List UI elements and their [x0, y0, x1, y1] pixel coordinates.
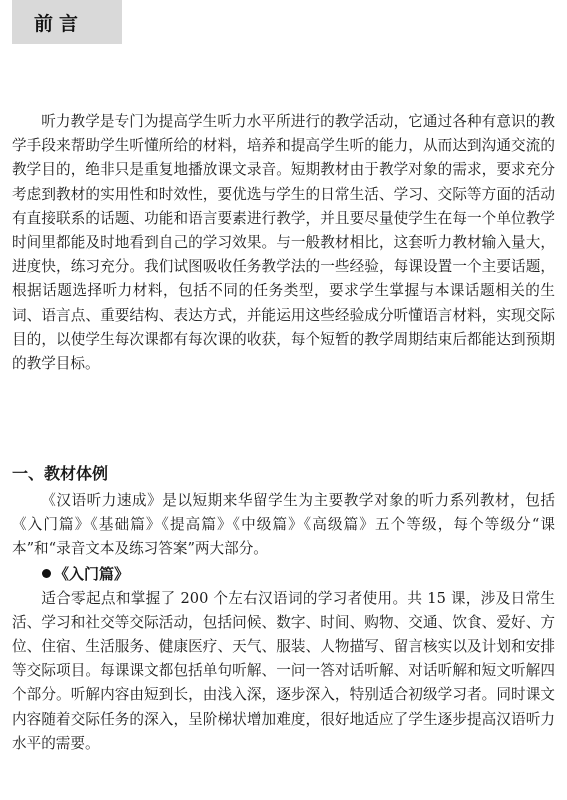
page-header [12, 0, 122, 44]
textbook-structure-section [12, 461, 555, 756]
intro-paragraph: 听力教学是专门为提高学生听力水平所进行的教学活动，它通过各种有意识的教学手段来帮助学生听懂所给的材料，培养和提高学生听的能力，从而达到沟通交流的教学目的，绝非只是重复地播放课文录音。短期教材由于教学对象的需求，要求充分考虑到教材的实用性和时效性，要优选与学生的日常生活、学习、交际等方面的活动有直接联系的话题、功能和语言要素进行教学，并且要尽量使学生在每一个单位教学时间里都能及时地看到自己的学习效果。与一般教材相比，这套听力教材输入量大，进度快，练习充分。我们试图吸收任务教学法的一些经验，每课设置一个主要话题，根据话题选择听力材料，包括不同的任务类型，要求学生掌握与本课话题相关的生词、语言点、重要结构、表达方式，并能运用这些经验成分听懂语言材料，实现交际目的，以使学生每次课都有每次课的收获，每个短暂的教学周期结束后都能达到预期的教学目标。 [12, 113, 555, 373]
subsection-heading-text: 《入门篇》 [54, 564, 130, 583]
section-paragraph: 《汉语听力速成》是以短期来华留学生为主要教学对象的听力系列教材，包括《入门篇》《基础篇》《提高篇》《中级篇》《高级篇》五个等级，每个等级分“课本”和“录音文本及练习答案”两大部分。 [12, 492, 555, 558]
bullet-icon [42, 569, 51, 578]
intro-section [12, 110, 555, 376]
subsection-heading [12, 562, 555, 587]
page-title: 前言 [34, 12, 85, 35]
section-heading: 一、教材体例 [12, 464, 109, 483]
subsection-paragraph: 适合零起点和掌握了 200 个左右汉语词的学习者使用。共 15 课，涉及日常生活、学习和社交等交际活动，包括问候、数字、时间、购物、交通、饮食、爱好、方位、住宿、生活服务、健康医疗、天气、服装、人物描写、留言核实以及计划和安排等交际项目。每课课文都包括单句听解、一问一答对话听解、对话听解和短文听解四个部分。听解内容由短到长，由浅入深，逐步深入，特别适合初级学习者。同时课文内容随着交际任务的深入，呈阶梯状增加难度，很好地适应了学生逐步提高汉语听力水平的需要。 [12, 589, 555, 752]
